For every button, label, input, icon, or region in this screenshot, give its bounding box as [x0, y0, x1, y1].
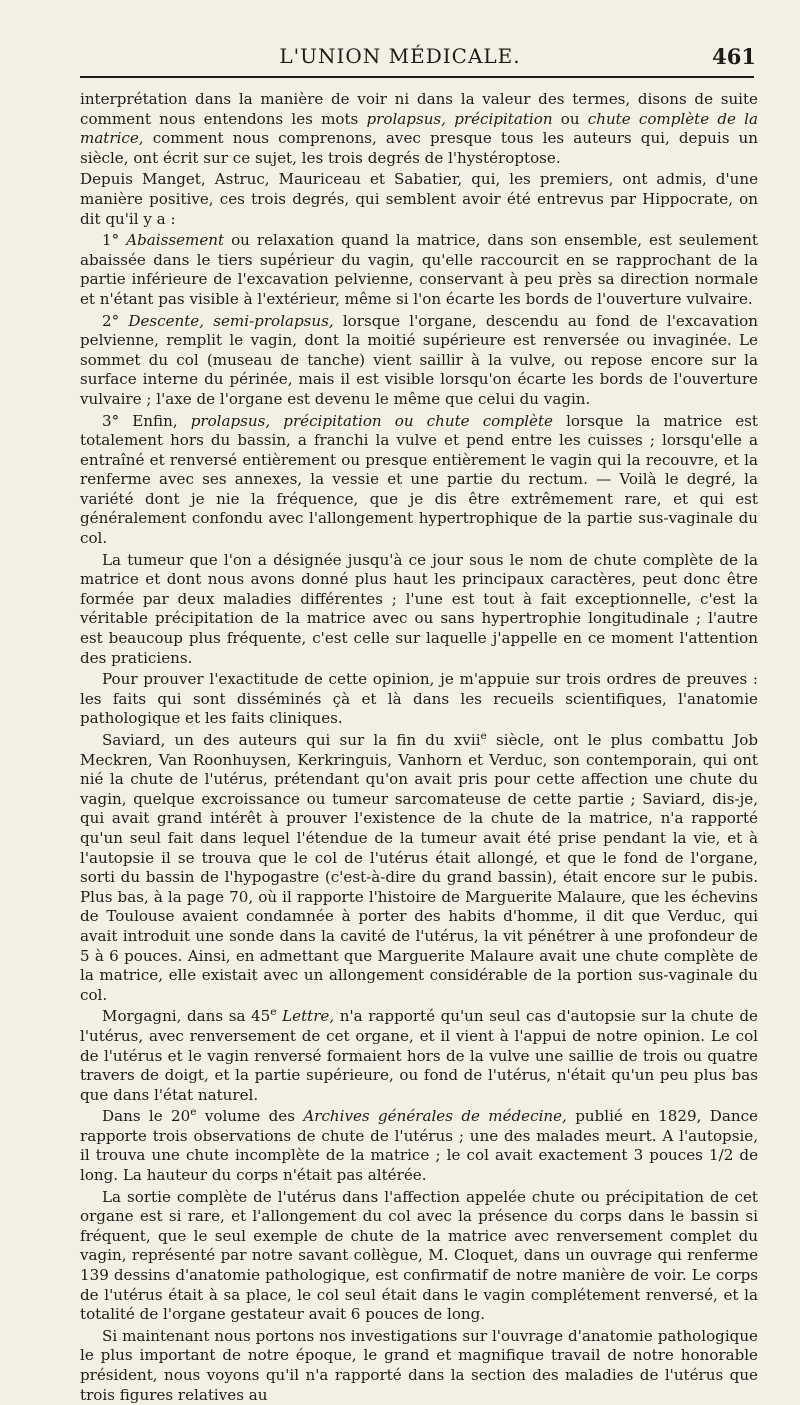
paragraph-text: ou relaxation quand la matrice, dans son ensemble, est seulement abaissée dans le tiers supérieur du vagin, qu'elle raccourcit en se rapprochant de la partie inférieure de l'excavation pelvienne, conservant à peu près sa direction normale et n'étant pas visible à l'extérieur, même si l'on écarte les bords de l'ouverture vulvaire.	[80, 231, 758, 308]
paragraph-text: lorsque la matrice est totalement hors du bassin, a franchi la vulve et pend entre les cuisses ; lorsqu'elle a entraîné et renversé entièrement ou presque entièrement le vagin qui la recouvre, et la renferme avec ses annexes, la vessie et une partie du rectum. — Voilà le degré, la variété dont je nie la fréquence, que je dis être extrêmement rare, et qui est généralement confondu avec l'allongement hypertrophique de la partie sus-vaginale du col.	[80, 411, 758, 548]
paragraph	[80, 670, 758, 729]
italic-text: Archives générales de médecine,	[303, 1107, 567, 1126]
paragraph	[80, 170, 758, 229]
paragraph	[80, 312, 758, 410]
paragraph-text: comment nous comprenons, avec presque tous les auteurs qui, depuis un siècle, ont écrit sur ce sujet, les trois degrés de l'hystéroptose.	[80, 129, 758, 167]
italic-text: Lettre,	[282, 1007, 335, 1026]
paragraph-text: lorsque l'organe, descendu au fond de l'excavation pelvienne, remplit le vagin, dont la moitié supérieure est renversée ou invaginée. Le sommet du col (museau de tanche) vient saillir à la vulve, ou repose encore sur la surface interne du périnée, mais il est visible lorsqu'on écarte les bords de l'ouverture vulvaire ; l'axe de l'organe est devenu le même que celui du vagin.	[80, 311, 758, 408]
italic-text: prolapsus, précipitation ou chute complète	[190, 411, 553, 430]
paragraph	[80, 731, 758, 1005]
italic-text: chute complète de la matrice,	[80, 109, 758, 148]
paragraph-text: publié en 1829, Dance rapporte trois observations de chute de l'utérus ; une des malades meurt. A l'autopsie, il trouva une chute incomplète de la matrice ; le col avait exactement 3 pouces 1/2 de long. La hauteur du corps n'était pas altérée.	[80, 1107, 758, 1185]
italic-text: prolapsus, précipitation	[366, 109, 553, 128]
superscript-text: e	[190, 1106, 197, 1119]
italic-text: Abaissement	[126, 231, 225, 250]
paragraph-text: Pour prouver l'exactitude de cette opinion, je m'appuie sur trois ordres de preuves : les faits qui sont disséminés çà et là dans les recueils scientifiques, l'anatomie pathologique et les faits cliniques.	[80, 670, 758, 728]
paragraph	[80, 90, 758, 168]
paragraph	[80, 412, 758, 549]
paragraph-text: 2°	[102, 311, 129, 330]
superscript-text: e	[270, 1006, 277, 1019]
page-number: 461	[712, 44, 756, 69]
paragraph	[80, 1327, 758, 1405]
paragraph-text: 3° Enfin,	[102, 411, 191, 430]
paragraph-text: 1°	[102, 231, 127, 250]
paragraph	[80, 1188, 758, 1325]
paragraph-text: Si maintenant nous portons nos investigations sur l'ouvrage d'anatomie pathologique le plus important de notre époque, le grand et magnifique travail de notre honorable président, nous voyons qu'il n'a rapporté dans la section des maladies de l'utérus que trois figures relatives au	[80, 1326, 758, 1404]
paragraph-text: Morgagni, dans sa 45	[102, 1007, 271, 1026]
paragraph-text: ou	[552, 109, 588, 128]
paragraph-text: volume des	[196, 1107, 304, 1126]
italic-text: Descente, semi-prolapsus,	[128, 311, 334, 330]
paragraph	[80, 231, 758, 309]
paragraph-text: siècle, ont le plus combattu Job Meckren, Van Roonhuysen, Kerkringuis, Vanhorn et Verduc, son contemporain, qui ont nié la chute de l'utérus, prétendant qu'on avait pris pour cette affection une chute du vagin, quelque excroissance ou tumeur sarcomateuse de cette partie ; Saviard, dis-je, qui avait grand intérêt à prouver l'existence de la chute de la matrice, n'a rapporté qu'un seul fait dans lequel l'étendue de la tumeur avait été prise pendant la vie, et à l'autopsie il se trouva que le col de l'utérus était allongé, et que le fond de l'organe, sorti du bassin de l'hypogastre (c'est-à-dire du grand bassin), était encore sur le pubis. Plus bas, à la page 70, où il rapporte l'histoire de Marguerite Malaure, que les échevins de Toulouse avaient condamnée à porter des habits d'homme, il dit que Verduc, qui avait introduit une sonde dans la cavité de l'utérus, la vit pénétrer à une profondeur de 5 à 6 pouces. Ainsi, en admettant que Marguerite Malaure avait une chute complète de la matrice, elle existait avec un allongement considérable de la portion sus-vaginale du col.	[80, 731, 758, 1004]
paragraph	[80, 1107, 758, 1185]
paragraph	[80, 1007, 758, 1105]
superscript-text: e	[480, 729, 487, 742]
paragraph-text: interprétation dans la manière de voir ni dans la valeur des termes, disons de suite comment nous entendons les mots	[80, 90, 758, 128]
header-rule	[80, 76, 754, 78]
paragraph-text: Saviard, un des auteurs qui sur la fin du xvii	[102, 731, 481, 749]
paragraph-text: Dans le 20	[102, 1107, 191, 1126]
running-header	[0, 44, 800, 74]
article-body	[80, 90, 758, 1404]
paragraph-text: Depuis Manget, Astruc, Mauriceau et Sabatier, qui, les premiers, ont admis, d'une manière positive, ces trois degrés, qui semblent avoir été entrevus par Hippocrate, on dit qu'il y a :	[80, 170, 758, 228]
paragraph	[80, 551, 758, 669]
paragraph-text: n'a rapporté qu'un seul cas d'autopsie sur la chute de l'utérus, avec renversement de cet organe, et il vient à l'appui de notre opinion. Le col de l'utérus et le vagin renversé formaient hors de la vulve une saillie de trois ou quatre travers de doigt, et la partie supérieure, ou fond de l'utérus, n'était qu'un peu plus bas que dans l'état naturel.	[80, 1007, 758, 1104]
paragraph-text: La tumeur que l'on a désignée jusqu'à ce jour sous le nom de chute complète de la matrice et dont nous avons donné plus haut les principaux caractères, peut donc être formée par deux maladies différentes ; l'une est tout à fait exceptionnelle, c'est la véritable précipitation de la matrice avec ou sans hypertrophie longitudinale ; l'autre est beaucoup plus fréquente, c'est celle sur laquelle j'appelle en ce moment l'attention des praticiens.	[80, 550, 758, 667]
paragraph-text: La sortie complète de l'utérus dans l'affection appelée chute ou précipitation de cet organe est si rare, et l'allongement du col avec la présence du corps dans le bassin si fréquent, que le seul exemple de chute de la matrice avec renversement complet du vagin, représenté par notre savant collègue, M. Cloquet, dans un ouvrage qui renferme 139 dessins d'anatomie pathologique, est confirmatif de notre manière de voir. Le corps de l'utérus était à sa place, le col seul était dans le vagin complétement renversé, et la totalité de l'organe gestateur avait 6 pouces de long.	[80, 1187, 758, 1324]
journal-title: L'UNION MÉDICALE.	[279, 44, 521, 68]
